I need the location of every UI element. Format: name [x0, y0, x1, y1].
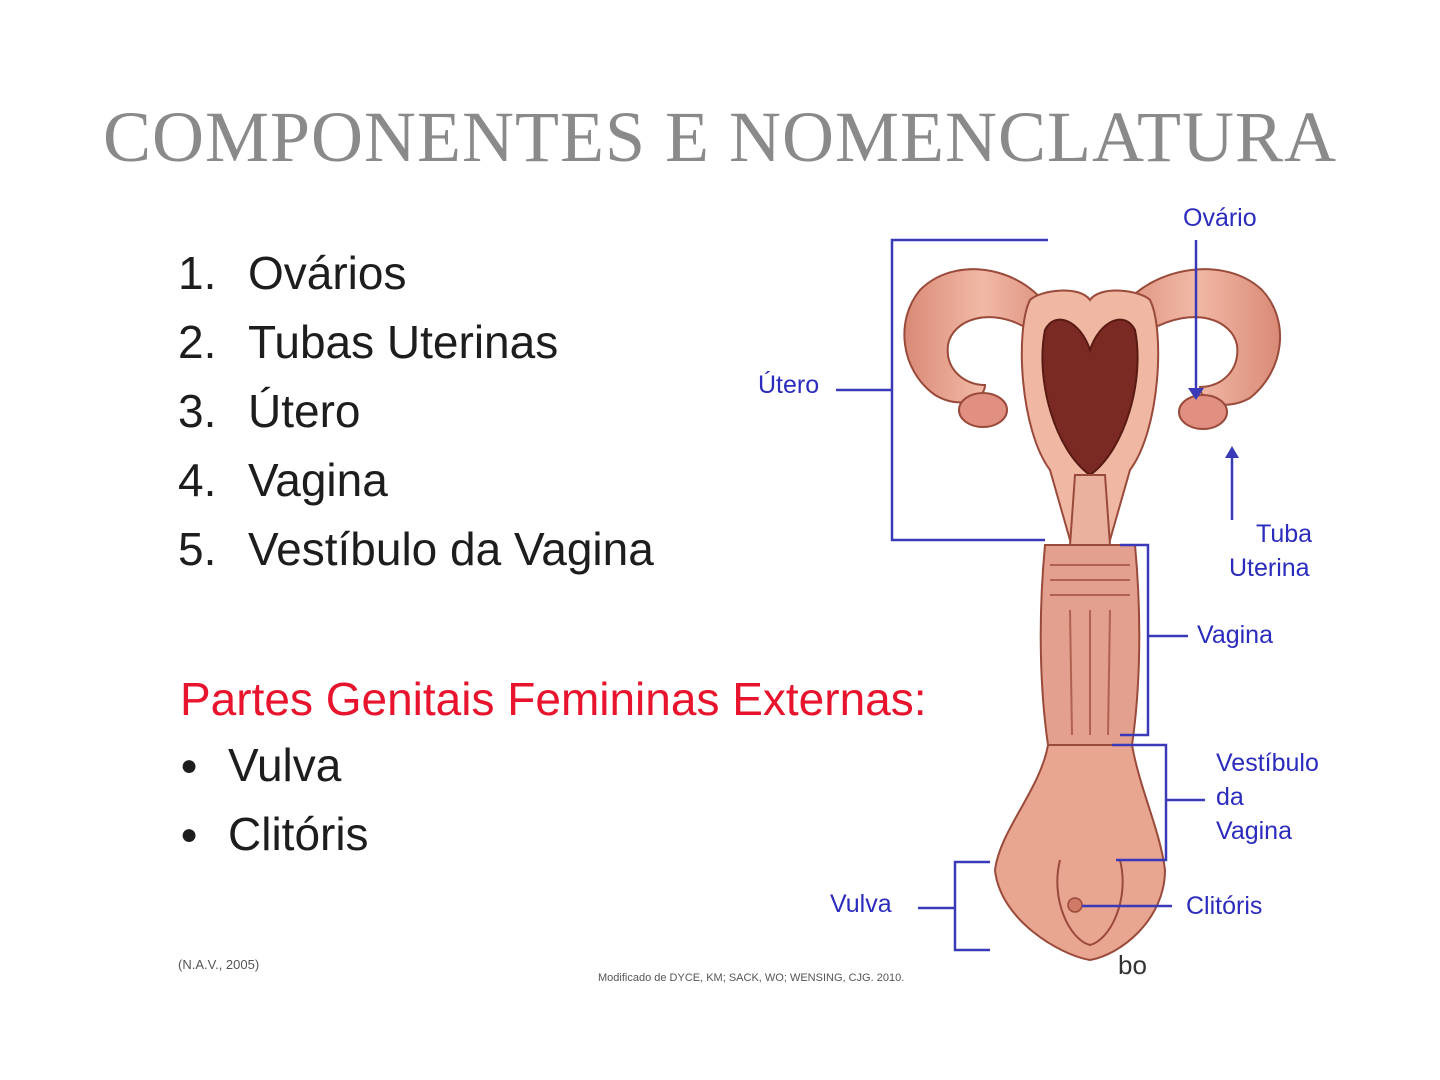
external-parts-heading: Partes Genitais Femininas Externas:	[180, 673, 927, 725]
label-utero: Útero	[758, 371, 820, 399]
item-label: Vulva	[228, 739, 342, 791]
label-tuba-line2: Uterina	[1229, 554, 1310, 582]
label-vagina: Vagina	[1197, 621, 1273, 649]
item-label: Clitóris	[228, 808, 369, 860]
label-tuba-line1: Tuba	[1256, 520, 1313, 548]
arrow-icon	[1225, 446, 1239, 458]
source-citation: (N.A.V., 2005)	[178, 957, 260, 972]
bullet-icon: ●	[180, 818, 199, 851]
item-number: 2.	[178, 316, 217, 368]
item-label: Útero	[248, 385, 361, 437]
clitoris-mark	[1068, 898, 1082, 912]
slide-title: COMPONENTES E NOMENCLATURA	[102, 97, 1338, 177]
item-label: Ovários	[248, 247, 407, 299]
item-number: 4.	[178, 454, 217, 506]
ovary-right	[1179, 395, 1227, 429]
label-vulva: Vulva	[830, 890, 892, 918]
item-number: 5.	[178, 523, 217, 575]
label-vestibulo-line1: Vestíbulo	[1216, 749, 1319, 777]
item-label: Vestíbulo da Vagina	[248, 523, 654, 575]
bullet-icon: ●	[180, 749, 199, 782]
item-label: Tubas Uterinas	[248, 316, 559, 368]
vestibule-vulva	[995, 745, 1165, 960]
figure-mark: bo	[1118, 950, 1147, 980]
label-clitoris: Clitóris	[1186, 892, 1263, 920]
label-ovario: Ovário	[1183, 204, 1257, 232]
figure-citation: Modificado de DYCE, KM; SACK, WO; WENSING, CJG. 2010.	[598, 972, 905, 984]
item-number: 3.	[178, 385, 217, 437]
ovary-left	[959, 393, 1007, 427]
cervix	[1070, 475, 1110, 545]
item-label: Vagina	[248, 454, 388, 506]
label-vestibulo-line2: da	[1216, 783, 1244, 811]
item-number: 1.	[178, 247, 217, 299]
label-vestibulo-line3: Vagina	[1216, 817, 1292, 845]
